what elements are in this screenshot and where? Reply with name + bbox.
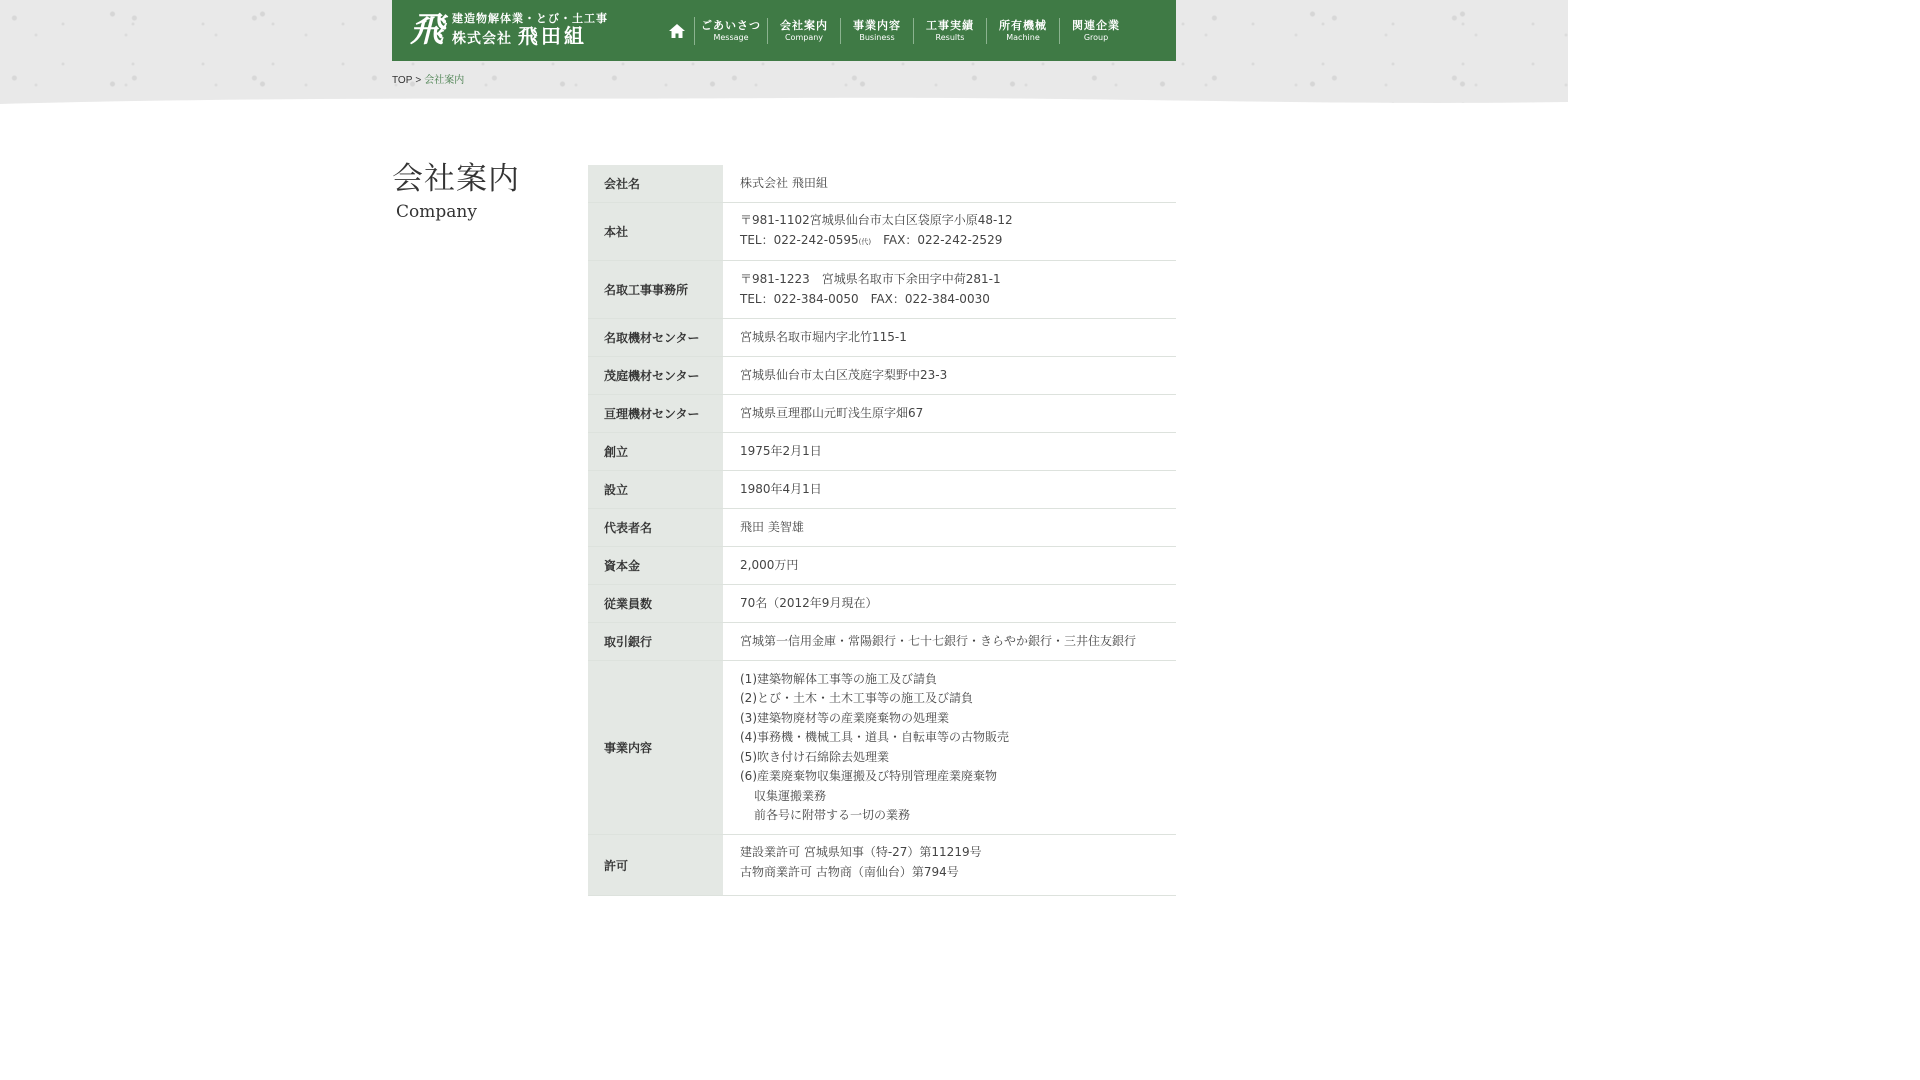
logo-company-name xyxy=(452,25,608,48)
nav-group[interactable] xyxy=(1060,18,1132,44)
value-line: 〒981-1102宮城県仙台市太白区袋原字小原48-12 xyxy=(740,213,1013,227)
table-row xyxy=(588,623,1176,661)
table-row xyxy=(588,203,1176,261)
breadcrumb-current: 会社案内 xyxy=(424,75,465,86)
site-header xyxy=(392,0,1176,61)
logo-mark-icon: 飛 xyxy=(410,10,444,51)
value-line: 2,000万円 xyxy=(740,557,799,572)
value-line xyxy=(740,231,1176,253)
row-label: 名取工事事務所 xyxy=(588,261,724,318)
table-row xyxy=(588,471,1176,509)
page-title xyxy=(392,160,520,222)
table-row xyxy=(588,547,1176,585)
row-value xyxy=(724,261,1176,318)
value-line: 1980年4月1日 xyxy=(740,481,822,496)
logo-subtitle: 建造物解体業・とび・土工事 xyxy=(452,11,608,25)
fax-text: FAX：022-242-2529 xyxy=(883,232,1003,247)
nav-sublabel: Business xyxy=(859,32,895,42)
row-value xyxy=(724,547,1176,584)
row-value xyxy=(724,623,1176,660)
value-line: TEL：022-384-0050 FAX：022-384-0030 xyxy=(740,291,990,306)
row-value xyxy=(724,395,1176,432)
value-line: 〒981-1223 宮城県名取市下余田字中荷281-1 xyxy=(740,272,1001,286)
row-label: 事業内容 xyxy=(588,661,724,834)
row-value xyxy=(724,165,1176,202)
home-icon xyxy=(668,23,686,39)
nav-business[interactable] xyxy=(841,18,914,44)
row-label: 茂庭機材センター xyxy=(588,357,724,394)
nav-label: 所有機械 xyxy=(999,18,1047,32)
logo-prefix: 株式会社 xyxy=(452,31,512,48)
value-line: (3)建築物廃材等の産業廃棄物の処理業 xyxy=(740,710,949,725)
table-row xyxy=(588,433,1176,471)
value-line: 宮城第一信用金庫・常陽銀行・七十七銀行・きらやか銀行・三井住友銀行 xyxy=(740,633,1137,648)
table-row xyxy=(588,319,1176,357)
value-line: 70名（2012年9月現在） xyxy=(740,595,878,610)
nav-label: 会社案内 xyxy=(780,18,828,32)
table-row xyxy=(588,395,1176,433)
row-label: 本社 xyxy=(588,203,724,260)
tel-suffix: (代) xyxy=(858,237,872,246)
row-label: 名取機材センター xyxy=(588,319,724,356)
page-title-en: Company xyxy=(396,202,477,222)
row-label: 許可 xyxy=(588,835,724,895)
row-value xyxy=(724,433,1176,470)
value-line: 宮城県亘理郡山元町浅生原字畑67 xyxy=(740,405,924,420)
nav-sublabel: Group xyxy=(1083,32,1109,42)
nav-sublabel: Results xyxy=(935,32,965,42)
nav-home[interactable] xyxy=(660,17,695,45)
nav-sublabel: Company xyxy=(784,32,824,42)
row-value xyxy=(724,835,1176,895)
nav-results[interactable] xyxy=(914,18,987,44)
value-line: 建設業許可 宮城県知事（特-27）第11219号 xyxy=(740,845,982,859)
nav-machine[interactable] xyxy=(987,18,1060,44)
company-info-table xyxy=(588,165,1176,896)
row-value xyxy=(724,203,1176,260)
value-line: 前各号に附帯する一切の業務 xyxy=(754,808,911,822)
row-value xyxy=(724,585,1176,622)
row-label: 資本金 xyxy=(588,547,724,584)
wave-divider xyxy=(0,96,1568,128)
logo-text xyxy=(452,13,608,49)
value-line: (6)産業廃棄物収集運搬及び特別管理産業廃棄物 xyxy=(740,769,997,783)
logo-name: 飛田組 xyxy=(517,24,587,49)
value-line: (1)建築物解体工事等の施工及び請負 xyxy=(740,671,937,686)
table-row xyxy=(588,835,1176,896)
row-label: 設立 xyxy=(588,471,724,508)
value-line: 宮城県仙台市太白区茂庭字梨野中23-3 xyxy=(740,367,948,382)
table-row xyxy=(588,165,1176,203)
nav-label: 工事実績 xyxy=(926,18,974,32)
value-line: 1975年2月1日 xyxy=(740,443,822,458)
nav-company[interactable] xyxy=(768,18,841,44)
value-line: 収集運搬業務 xyxy=(754,788,827,803)
row-value xyxy=(724,509,1176,546)
table-row xyxy=(588,585,1176,623)
nav-label: ごあいさつ xyxy=(701,18,761,32)
table-row xyxy=(588,509,1176,547)
nav-label: 事業内容 xyxy=(853,18,901,32)
value-line: 古物商業許可 古物商（南仙台）第794号 xyxy=(740,864,959,879)
row-label: 代表者名 xyxy=(588,509,724,546)
breadcrumb-top-link[interactable]: TOP xyxy=(392,75,413,86)
row-label: 従業員数 xyxy=(588,585,724,622)
row-label: 亘理機材センター xyxy=(588,395,724,432)
row-value xyxy=(724,471,1176,508)
row-value xyxy=(724,357,1176,394)
table-row xyxy=(588,661,1176,835)
breadcrumb xyxy=(392,71,464,86)
value-line: (2)とび・土木・土木工事等の施工及び請負 xyxy=(740,691,973,705)
site-logo[interactable] xyxy=(410,10,640,51)
row-value xyxy=(724,661,1176,834)
nav-sublabel: Message xyxy=(713,32,749,42)
value-line: 宮城県名取市堀内字北竹115-1 xyxy=(740,329,907,344)
value-line: (4)事務機・機械工具・道具・自転車等の古物販売 xyxy=(740,730,1009,744)
tel-text: TEL：022-242-0595 xyxy=(740,232,859,247)
row-label: 会社名 xyxy=(588,165,724,202)
value-line: (5)吹き付け石綿除去処理業 xyxy=(740,749,889,764)
value-line: 株式会社 飛田組 xyxy=(740,175,828,190)
global-nav xyxy=(660,0,1132,61)
value-line: 飛田 美智雄 xyxy=(740,519,804,534)
table-row xyxy=(588,357,1176,395)
row-label: 取引銀行 xyxy=(588,623,724,660)
nav-sublabel: Machine xyxy=(1006,32,1040,42)
nav-message[interactable] xyxy=(695,18,768,44)
table-row xyxy=(588,261,1176,319)
page-title-ja: 会社案内 xyxy=(392,161,520,197)
nav-label: 関連企業 xyxy=(1072,18,1120,32)
row-label: 創立 xyxy=(588,433,724,470)
breadcrumb-separator: > xyxy=(415,75,422,86)
row-value xyxy=(724,319,1176,356)
